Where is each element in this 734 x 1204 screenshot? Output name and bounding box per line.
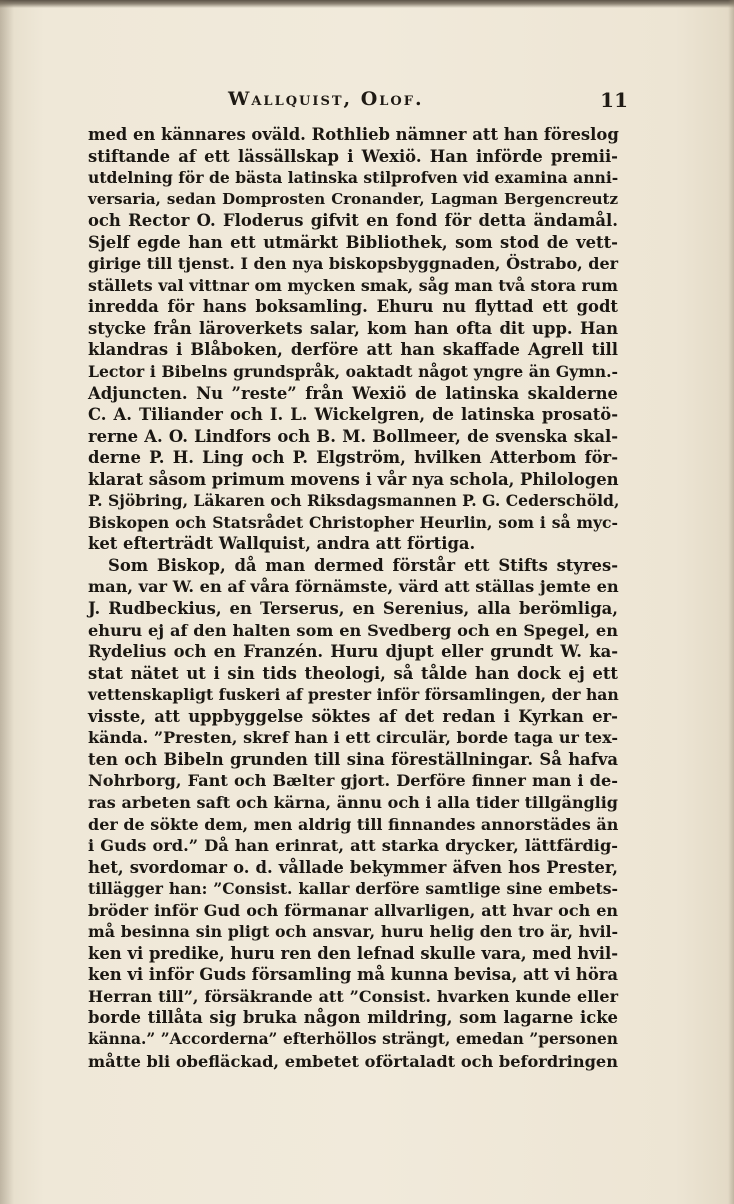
text-line: ehuru ej af den halten som en Svedberg och en Spegel, en xyxy=(88,620,618,640)
text-line: het, svordomar o. d. vållade bekymmer äfven hos Prester, xyxy=(88,857,618,877)
paragraph-start-line: Som Biskop, då man dermed förstår ett Stifts styres- xyxy=(108,555,618,575)
text-line: Biskopen och Statsrådet Christopher Heurlin, som i så myc- xyxy=(88,512,618,532)
text-line: Adjuncten. Nu ”reste” från Wexiö de latinska skalderne xyxy=(88,383,618,403)
text-line: tillägger han: ”Consist. kallar derföre samtlige sine embets- xyxy=(88,879,618,899)
text-line: inredda för hans boksamling. Ehuru nu flyttad ett godt xyxy=(88,297,618,317)
text-line: och Rector O. Floderus gifvit en fond för detta ändamål. xyxy=(88,211,618,231)
body-text xyxy=(88,124,618,1072)
text-line: derne P. H. Ling och P. Elgström, hvilken Atterbom för- xyxy=(88,448,618,468)
text-line: der de sökte dem, men aldrig till finnandes annorstädes än xyxy=(88,814,619,834)
text-line: stiftande af ett lässällskap i Wexiö. Han införde premii- xyxy=(88,146,618,166)
text-line: Rydelius och en Franzén. Huru djupt eller grundt W. ka- xyxy=(88,642,618,662)
text-line: ställets val vittnar om mycken smak, såg man två stora rum xyxy=(88,275,618,295)
text-line: borde tillåta sig bruka någon mildring, som lagarne icke xyxy=(88,1008,618,1028)
text-line: ket efterträdt Wallquist, andra att förtiga. xyxy=(88,534,476,554)
text-line: Nohrborg, Fant och Bælter gjort. Derföre finner man i de- xyxy=(88,771,618,791)
text-line: C. A. Tiliander och I. L. Wickelgren, de latinska prosatö- xyxy=(88,405,618,425)
text-line: Lector i Bibelns grundspråk, oaktadt något yngre än Gymn.- xyxy=(88,362,618,382)
text-line: i Guds ord.” Då han erinrat, att starka drycker, lättfärdig- xyxy=(88,836,618,856)
text-line: stat nätet ut i sin tids theologi, så tålde han dock ej ett xyxy=(88,663,618,683)
text-line: kända. ”Presten, skref han i ett circulär, borde taga ur tex- xyxy=(88,728,618,748)
text-line: girige till tjenst. I den nya biskopsbyggnaden, Östrabo, der xyxy=(88,254,619,274)
text-line: bröder inför Gud och förmanar allvarligen, att hvar och en xyxy=(88,900,618,920)
text-line: må besinna sin pligt och ansvar, huru helig den tro är, hvil- xyxy=(88,922,618,942)
text-line: rerne A. O. Lindfors och B. M. Bollmeer, de svenska skal- xyxy=(88,426,618,446)
text-line: klandras i Blåboken, derföre att han skaffade Agrell till xyxy=(88,340,618,360)
page-header xyxy=(88,88,628,116)
text-line: stycke från läroverkets salar, kom han ofta dit upp. Han xyxy=(88,318,618,338)
text-line: J. Rudbeckius, en Terserus, en Serenius, alla berömliga, xyxy=(88,599,618,619)
text-line: ten och Bibeln grunden till sina föreställningar. Så hafva xyxy=(88,749,618,769)
page-number: 11 xyxy=(600,88,628,112)
running-head: Wallquist, Olof. xyxy=(228,88,424,110)
text-line: måtte bli obefläckad, embetet oförtaladt och befordringen xyxy=(88,1051,618,1071)
page-right-edge xyxy=(728,0,734,1204)
page-top-edge xyxy=(0,0,734,8)
page-gutter-shadow xyxy=(0,0,14,1204)
text-line: klarat såsom primum movens i vår nya schola, Philologen xyxy=(88,469,619,489)
text-line: ken vi inför Guds församling må kunna bevisa, att vi höra xyxy=(88,965,619,985)
text-line: ras arbeten saft och kärna, ännu och i alla tider tillgänglig xyxy=(88,792,618,812)
text-line: man, var W. en af våra förnämste, värd att ställas jemte en xyxy=(88,577,619,597)
text-line: med en kännares oväld. Rothlieb nämner att han föreslog xyxy=(88,125,619,144)
text-line: Sjelf egde han ett utmärkt Bibliothek, som stod de vett- xyxy=(88,232,618,252)
text-line: visste, att uppbyggelse söktes af det redan i Kyrkan er- xyxy=(88,706,618,726)
text-line: P. Sjöbring, Läkaren och Riksdagsmannen P. G. Cederschöld, xyxy=(88,491,620,511)
text-line: ken vi predike, huru ren den lefnad skulle vara, med hvil- xyxy=(88,943,618,963)
text-line: Herran till”, försäkrande att ”Consist. hvarken kunde eller xyxy=(88,986,618,1006)
text-line: versaria, sedan Domprosten Cronander, Lagman Bergencreutz xyxy=(88,189,618,208)
text-line: känna.” ”Accorderna” efterhöllos strängt, emedan ”personen xyxy=(88,1029,618,1048)
text-line: vettenskapligt fuskeri af prester inför församlingen, der han xyxy=(88,685,619,705)
text-line: utdelning för de bästa latinska stilprofven vid examina anni- xyxy=(88,168,619,188)
